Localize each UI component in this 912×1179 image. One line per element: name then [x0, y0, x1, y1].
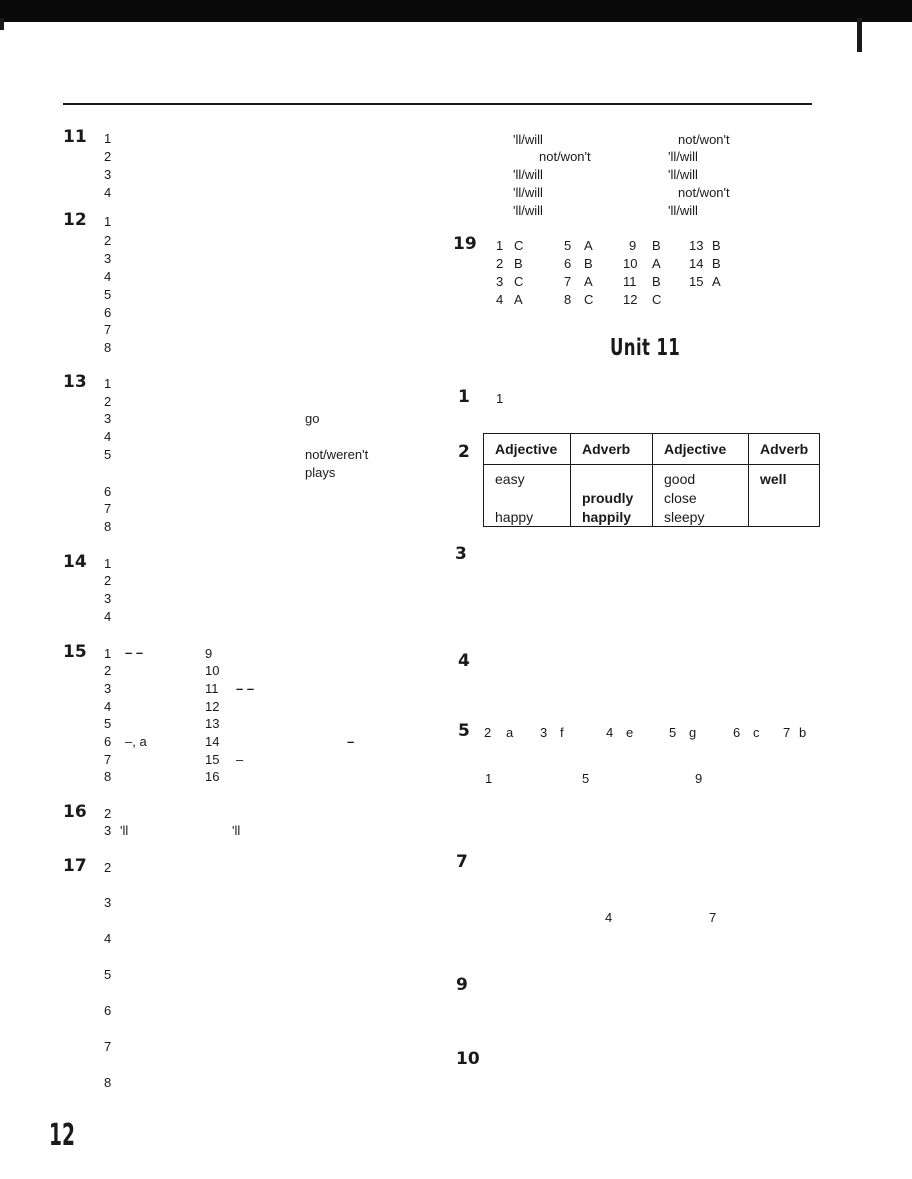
- exercise-15-item: 7: [104, 752, 112, 767]
- exercise-19-item: 8: [564, 292, 572, 307]
- exercise-19-number: 19: [453, 234, 477, 254]
- exercise-14-item: 4: [104, 609, 112, 624]
- exercise-19-answer: B: [652, 274, 661, 289]
- unit11-exercise-5-item: 3: [540, 725, 548, 740]
- table-header: Adjective: [484, 434, 571, 465]
- exercise-13-word: not/weren't: [305, 447, 369, 462]
- exercise-13-item: 4: [104, 429, 112, 444]
- table-cell: sleepy: [653, 507, 749, 527]
- exercise-13-item: 3: [104, 411, 112, 426]
- exercise-12-item: 3: [104, 251, 112, 266]
- table-cell: happy: [484, 507, 571, 527]
- unit11-exercise-5-number: 5: [458, 721, 470, 741]
- exercise-19-answer: B: [712, 238, 721, 253]
- exercise-15-item: 3: [104, 681, 112, 696]
- unit11-exercise-5-item: 2: [484, 725, 492, 740]
- exercise-15-item: 14: [205, 734, 220, 749]
- exercise-18-answer: 'll/will: [668, 203, 698, 218]
- exercise-14-item: 1: [104, 556, 112, 571]
- exercise-19-item: 3: [496, 274, 504, 289]
- exercise-15-item: 2: [104, 663, 112, 678]
- exercise-17-item: 3: [104, 895, 112, 910]
- exercise-13-item: 1: [104, 376, 112, 391]
- exercise-15-dash: –: [236, 752, 244, 767]
- exercise-15-item: 8: [104, 769, 112, 784]
- exercise-19-answer: C: [514, 238, 524, 253]
- exercise-19-answer: A: [584, 238, 593, 253]
- top-bar-left-tick: [0, 18, 4, 30]
- unit11-exercise-5-answer: e: [626, 725, 634, 740]
- exercise-12-number: 12: [63, 210, 87, 230]
- exercise-18-answer: 'll/will: [513, 203, 543, 218]
- exercise-19-item: 10: [623, 256, 638, 271]
- exercise-17-item: 2: [104, 860, 112, 875]
- table-header: Adjective: [653, 434, 749, 465]
- table-row: [484, 507, 820, 527]
- exercise-18-answer: 'll/will: [513, 167, 543, 182]
- unit11-exercise-5-answer: a: [506, 725, 514, 740]
- exercise-19-item: 1: [496, 238, 504, 253]
- exercise-17-item: 4: [104, 931, 112, 946]
- unit11-exercise-5-answer: g: [689, 725, 697, 740]
- exercise-12-item: 2: [104, 233, 112, 248]
- top-bar-right-tail: [857, 18, 862, 52]
- exercise-12-item: 1: [104, 214, 112, 229]
- exercise-15-dash: –: [347, 734, 355, 749]
- exercise-19-item: 14: [689, 256, 704, 271]
- exercise-19-answer: C: [514, 274, 524, 289]
- exercise-19-item: 12: [623, 292, 638, 307]
- exercise-19-answer: B: [652, 238, 661, 253]
- exercise-19-answer: B: [712, 256, 721, 271]
- exercise-19-item: 5: [564, 238, 572, 253]
- exercise-15-item: 15: [205, 752, 220, 767]
- unit11-exercise-6-item: 1: [485, 771, 493, 786]
- table-cell: easy: [484, 465, 571, 489]
- unit11-exercise-6-item: 5: [582, 771, 590, 786]
- exercise-12-item: 7: [104, 322, 112, 337]
- exercise-15-item: 6: [104, 734, 112, 749]
- table-row: [484, 488, 820, 507]
- exercise-16-number: 16: [63, 802, 87, 822]
- exercise-19-answer: A: [514, 292, 523, 307]
- exercise-19-item: 2: [496, 256, 504, 271]
- table-cell: [484, 488, 571, 507]
- table-cell: proudly: [571, 488, 653, 507]
- unit-title: Unit 11: [610, 335, 681, 361]
- exercise-17-item: 7: [104, 1039, 112, 1054]
- unit11-exercise-5-item: 6: [733, 725, 741, 740]
- exercise-19-item: 13: [689, 238, 704, 253]
- exercise-14-item: 3: [104, 591, 112, 606]
- exercise-13-number: 13: [63, 372, 87, 392]
- exercise-11-item: 3: [104, 167, 112, 182]
- unit11-exercise-7-item: 7: [709, 910, 717, 925]
- exercise-17-number: 17: [63, 856, 87, 876]
- table-header: Adverb: [571, 434, 653, 465]
- exercise-18-answer: 'll/will: [513, 132, 543, 147]
- exercise-15-number: 15: [63, 642, 87, 662]
- exercise-16-item: 2: [104, 806, 112, 821]
- exercise-19-answer: A: [652, 256, 661, 271]
- exercise-15-dashes: – –: [125, 645, 144, 660]
- exercise-18-answer: 'll/will: [513, 185, 543, 200]
- exercise-13-item: 5: [104, 447, 112, 462]
- table-row: [484, 465, 820, 489]
- unit11-exercise-4-number: 4: [458, 651, 470, 671]
- table-cell: well: [749, 465, 820, 489]
- exercise-19-answer: C: [652, 292, 662, 307]
- exercise-13-word: plays: [305, 465, 336, 480]
- unit11-exercise-7-item: 4: [605, 910, 613, 925]
- unit11-exercise-5-answer: b: [799, 725, 807, 740]
- exercise-19-item: 15: [689, 274, 704, 289]
- exercise-14-item: 2: [104, 573, 112, 588]
- exercise-19-item: 6: [564, 256, 572, 271]
- exercise-15-item: 11: [205, 681, 219, 696]
- exercise-11-item: 2: [104, 149, 112, 164]
- unit11-exercise-10-number: 10: [456, 1049, 480, 1069]
- exercise-18-answer: 'll/will: [668, 149, 698, 164]
- exercise-11-item: 4: [104, 185, 112, 200]
- exercise-13-item: 6: [104, 484, 112, 499]
- exercise-15-dashes: – –: [236, 681, 255, 696]
- exercise-19-answer: C: [584, 292, 594, 307]
- table-cell: [749, 488, 820, 507]
- exercise-19-item: 7: [564, 274, 572, 289]
- exercise-13-item: 7: [104, 501, 112, 516]
- exercise-11-number: 11: [63, 127, 87, 147]
- table-cell: good: [653, 465, 749, 489]
- exercise-17-item: 5: [104, 967, 112, 982]
- exercise-17-item: 8: [104, 1075, 112, 1090]
- unit11-exercise-5-item: 7: [783, 725, 791, 740]
- table-cell: happily: [571, 507, 653, 527]
- exercise-12-item: 4: [104, 269, 112, 284]
- exercise-15-item: 1: [104, 646, 112, 661]
- unit11-exercise-7-number: 7: [456, 852, 468, 872]
- exercise-15-item: 9: [205, 646, 213, 661]
- exercise-13-item: 8: [104, 519, 112, 534]
- exercise-16-contraction: 'll: [120, 823, 129, 838]
- exercise-19-answer: B: [514, 256, 523, 271]
- exercise-15-item: 4: [104, 699, 112, 714]
- exercise-17-item: 6: [104, 1003, 112, 1018]
- exercise-18-answer: not/won't: [678, 185, 730, 200]
- exercise-19-answer: B: [584, 256, 593, 271]
- unit11-exercise-5-item: 5: [669, 725, 677, 740]
- unit11-exercise-5-item: 4: [606, 725, 614, 740]
- exercise-19-item: 11: [623, 274, 637, 289]
- exercise-19-item: 9: [629, 238, 637, 253]
- exercise-18-answer: not/won't: [539, 149, 591, 164]
- exercise-12-item: 8: [104, 340, 112, 355]
- exercise-15-item: 10: [205, 663, 220, 678]
- exercise-19-answer: A: [584, 274, 593, 289]
- exercise-15-item: 5: [104, 716, 112, 731]
- adjective-adverb-table: [483, 433, 820, 527]
- exercise-19-answer: A: [712, 274, 721, 289]
- table-header: Adverb: [749, 434, 820, 465]
- exercise-18-answer: not/won't: [678, 132, 730, 147]
- table-cell: close: [653, 488, 749, 507]
- exercise-13-word: go: [305, 411, 320, 426]
- exercise-12-item: 6: [104, 305, 112, 320]
- table-cell: [571, 465, 653, 489]
- unit11-exercise-6-item: 9: [695, 771, 703, 786]
- exercise-15-item: 13: [205, 716, 220, 731]
- exercise-18-answer: 'll/will: [668, 167, 698, 182]
- unit11-exercise-1-number: 1: [458, 387, 470, 407]
- unit11-exercise-5-answer: f: [560, 725, 564, 740]
- exercise-15-item: 16: [205, 769, 220, 784]
- unit11-exercise-5-answer: c: [753, 725, 760, 740]
- exercise-13-item: 2: [104, 394, 112, 409]
- top-black-bar: [0, 0, 912, 22]
- exercise-19-item: 4: [496, 292, 504, 307]
- exercise-12-item: 5: [104, 287, 112, 302]
- exercise-15-extra: –, a: [125, 734, 147, 749]
- unit11-exercise-1-item: 1: [496, 391, 504, 406]
- table-cell: [749, 507, 820, 527]
- exercise-11-item: 1: [104, 131, 112, 146]
- header-rule: [63, 103, 812, 105]
- unit11-exercise-2-number: 2: [458, 442, 470, 462]
- exercise-15-item: 12: [205, 699, 220, 714]
- exercise-16-contraction: 'll: [232, 823, 241, 838]
- page-number: 12: [49, 1118, 75, 1153]
- unit11-exercise-3-number: 3: [455, 544, 467, 564]
- exercise-16-item: 3: [104, 823, 112, 838]
- exercise-14-number: 14: [63, 552, 87, 572]
- unit11-exercise-9-number: 9: [456, 975, 468, 995]
